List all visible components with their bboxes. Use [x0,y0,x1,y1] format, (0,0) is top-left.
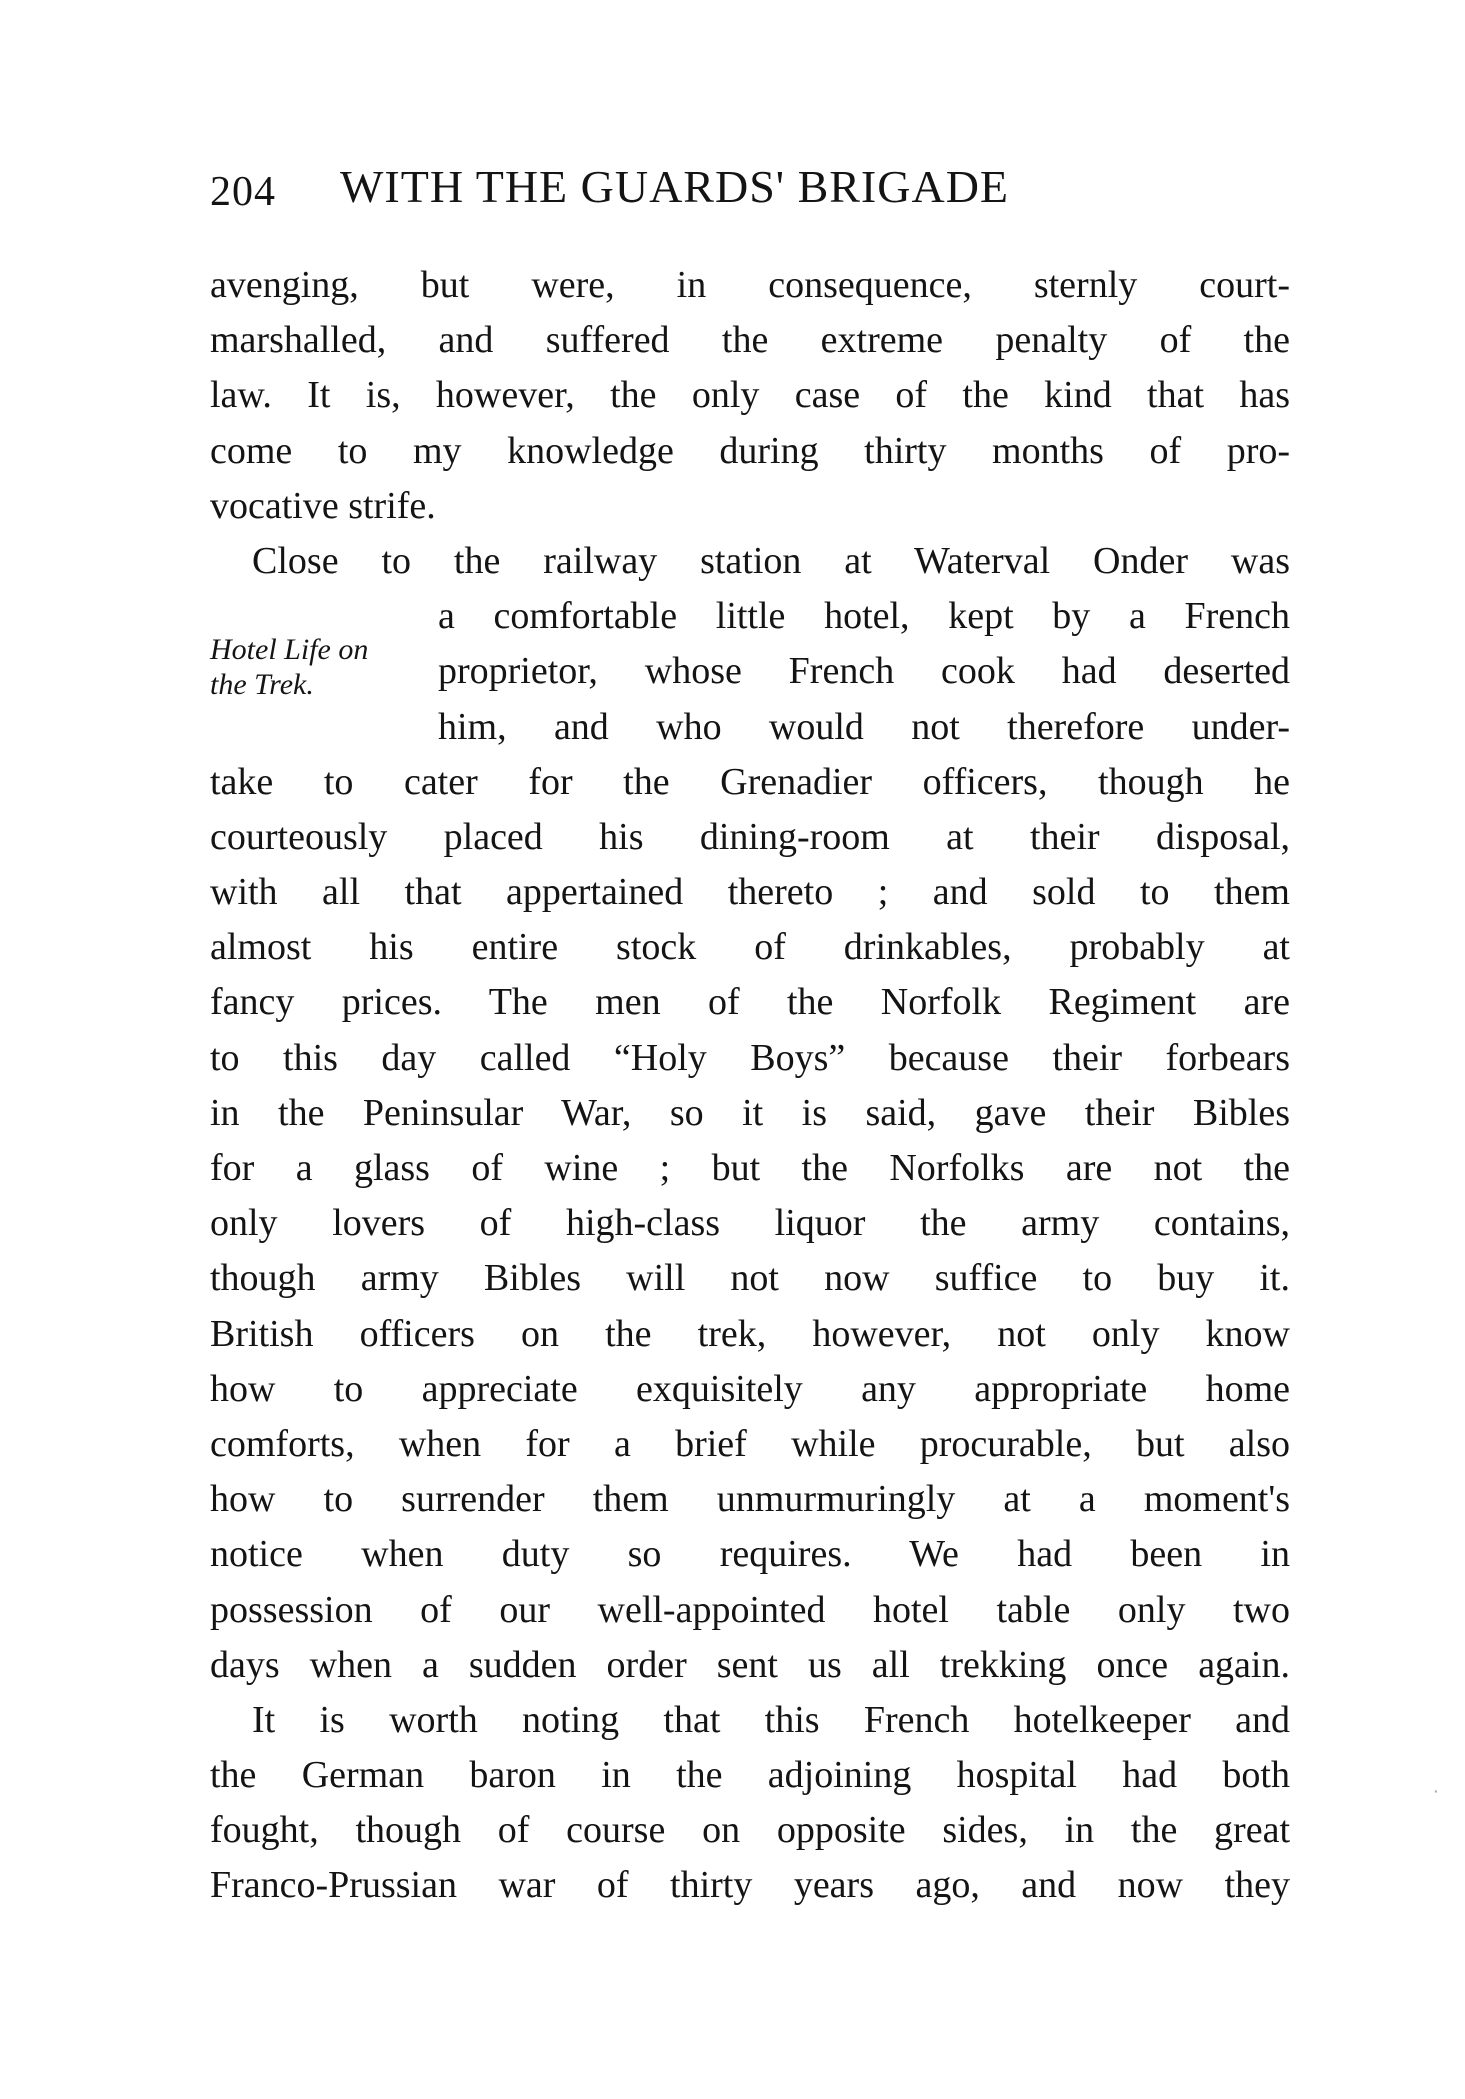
text-line: a comfortable little hotel, kept by a French [438,595,1290,638]
text-line: notice when duty so requires. We had been in [210,1533,1290,1576]
text-line: almost his entire stock of drinkables, probably at [210,926,1290,969]
text-line: him, and who would not therefore under- [438,705,1290,748]
text-line: days when a sudden order sent us all trekking once again. [210,1643,1290,1686]
text-line: though army Bibles will not now suffice to buy it. [210,1257,1290,1300]
text-line: with all that appertained thereto ; and sold to them [210,871,1290,914]
text-line: the German baron in the adjoining hospital had both [210,1754,1290,1797]
text-line: comforts, when for a brief while procurable, but also [210,1422,1290,1465]
text-line: how to appreciate exquisitely any appropriate home [210,1367,1290,1410]
text-line: how to surrender them unmurmuringly at a moment's [210,1478,1290,1521]
text-line: marshalled, and suffered the extreme penalty of the [210,319,1290,362]
text-line: in the Peninsular War, so it is said, gave their Bibles [210,1091,1290,1134]
text-line: to this day called “Holy Boys” because their forbears [210,1036,1290,1079]
text-line: possession of our well-appointed hotel table only two [210,1588,1290,1631]
scan-speck: ‧ [1433,1782,1439,1802]
sidenote-line: the Trek. [210,668,314,701]
text-line: fought, though of course on opposite sides, in the great [210,1809,1290,1852]
body-text [210,258,1290,1914]
text-line: Close to the railway station at Waterval Onder was [252,539,1290,582]
text-line: only lovers of high-class liquor the army contains, [210,1202,1290,1245]
text-line: law. It is, however, the only case of the kind that has [210,374,1290,417]
text-line: courteously placed his dining-room at their disposal, [210,815,1290,858]
text-line: fancy prices. The men of the Norfolk Regiment are [210,981,1290,1024]
text-line: It is worth noting that this French hotelkeeper and [252,1698,1290,1741]
text-line: Franco-Prussian war of thirty years ago, and now they [210,1864,1290,1907]
text-line: take to cater for the Grenadier officers, though he [210,760,1290,803]
page-header [210,160,1290,230]
text-line: vocative strife. [210,484,436,527]
text-line: proprietor, whose French cook had deserted [438,650,1290,693]
text-line: British officers on the trek, however, not only know [210,1312,1290,1355]
sidenote-line: Hotel Life on [210,633,369,666]
text-line: avenging, but were, in consequence, sternly court- [210,264,1290,306]
running-title: WITH THE GUARDS' BRIGADE [340,161,1010,212]
page-number: 204 [210,169,276,215]
text-line: for a glass of wine ; but the Norfolks are not the [210,1147,1290,1189]
text-line: come to my knowledge during thirty months of pro- [210,429,1290,472]
